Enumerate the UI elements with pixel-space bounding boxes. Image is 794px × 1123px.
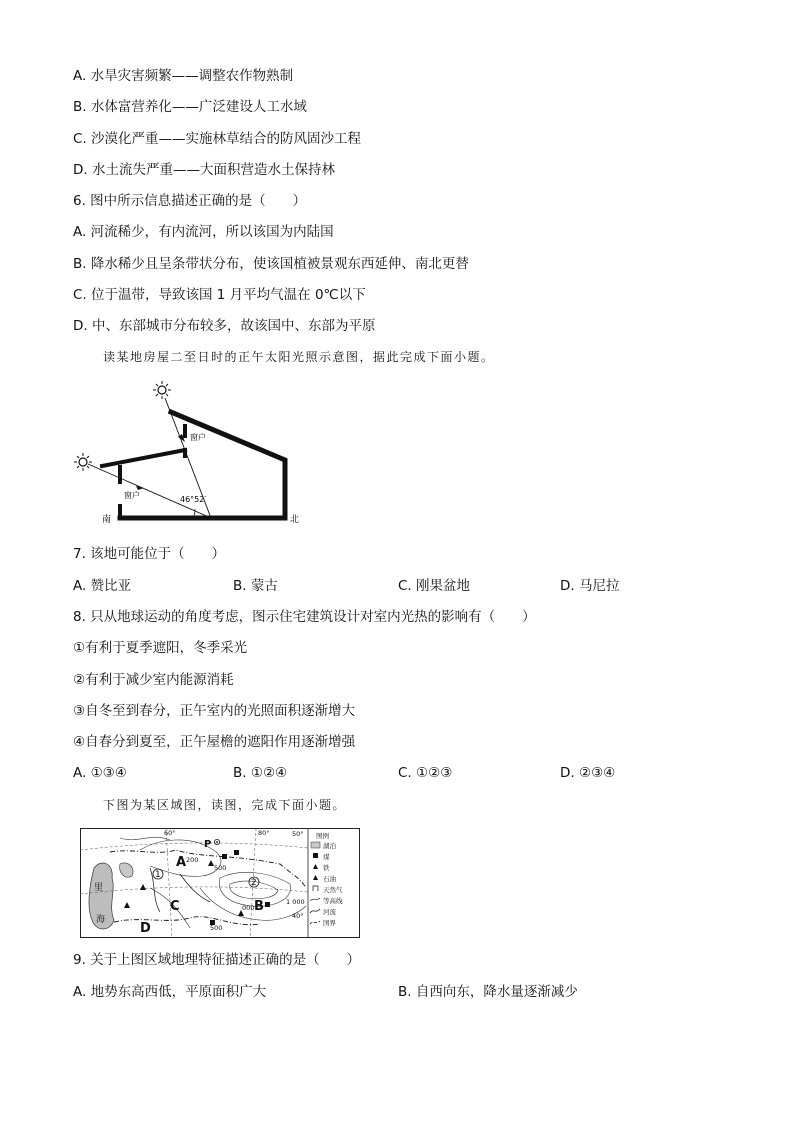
house-intro-text: 读某地房屋二至日时的正午太阳光照示意图，据此完成下面小题。: [103, 350, 495, 364]
q6-option-a: A. 河流稀少，有内流河，所以该国为内陆国: [73, 224, 334, 240]
legend-gas: 天然气: [323, 886, 343, 894]
region-map-figure: [80, 828, 360, 938]
q9-stem: 9. 关于上图区域地理特征描述正确的是（ ）: [73, 952, 361, 968]
sea-label-2: 海: [96, 915, 106, 925]
contour-1000-label-b: 000: [242, 904, 255, 912]
q7-option-b: B. 蒙古: [233, 578, 278, 594]
q6-stem: 6. 图中所示信息描述正确的是（ ）: [73, 193, 307, 209]
q9-option-b: B. 自西向东，降水量逐渐减少: [398, 984, 578, 1000]
q5-option-d: D. 水土流失严重——大面积营造水土保持林: [73, 162, 335, 178]
north-label: 北: [290, 515, 300, 525]
q7-option-d: D. 马尼拉: [560, 578, 620, 594]
legend-oil: 石油: [323, 875, 336, 883]
q8-option-a: A. ①③④: [73, 765, 127, 781]
map-label-d: D: [140, 921, 151, 936]
q6-option-b: B. 降水稀少且呈条带状分布，使该国植被景观东西延伸、南北更替: [73, 256, 469, 272]
upper-sun-icon: [153, 381, 171, 399]
q8-option-c: C. ①②③: [398, 765, 453, 781]
contour-500-label-b: 500: [210, 924, 223, 932]
map-label-c: C: [170, 899, 180, 914]
map-label-2: 2: [251, 878, 257, 888]
legend-river: 河流: [323, 908, 336, 916]
q8-statement-3: ③自冬至到春分，正午室内的光照面积逐渐增大: [73, 703, 356, 719]
map-label-p: P: [204, 839, 212, 850]
contour-200-label: 200: [186, 856, 199, 864]
lat-50-label: 50°: [292, 830, 304, 838]
q9-option-a: A. 地势东高西低，平原面积广大: [73, 984, 267, 1000]
q8-stem: 8. 只从地球运动的角度考虑，图示住宅建筑设计对室内光热的影响有（ ）: [73, 609, 536, 625]
q8-option-d: D. ②③④: [560, 765, 616, 781]
q5-option-c: C. 沙漠化严重——实施林草结合的防风固沙工程: [73, 131, 362, 147]
map-label-1: 1: [155, 870, 161, 880]
coal-symbol: [222, 854, 227, 859]
q7-option-c: C. 刚果盆地: [398, 578, 471, 594]
south-label: 南: [102, 515, 112, 525]
lat-40-label: 40°: [292, 912, 304, 920]
q8-statement-2: ②有利于减少室内能源消耗: [73, 672, 234, 688]
contour-500-label-a: 500: [214, 864, 227, 872]
coal-symbol: [234, 850, 239, 855]
map-intro-text: 下图为某区域图，读图，完成下面小题。: [103, 798, 347, 812]
legend-border: 国界: [323, 919, 336, 927]
q6-option-d: D. 中、东部城市分布较多，故该国中、东部为平原: [73, 318, 376, 334]
q7-stem: 7. 该地可能位于（ ）: [73, 546, 226, 562]
q6-option-c: C. 位于温带，导致该国 1 月平均气温在 0℃以下: [73, 287, 366, 303]
sea-label-1: 里: [94, 883, 104, 893]
map-label-b: B: [254, 899, 264, 914]
q5-option-b: B. 水体富营养化——广泛建设人工水域: [73, 99, 307, 115]
legend-title: 图例: [316, 832, 329, 840]
window-lower-label: 窗户: [124, 491, 140, 500]
house-sunlight-figure: [72, 378, 312, 528]
lon-60-label: 60°: [164, 829, 176, 837]
q5-option-a: A. 水旱灾害频繁——调整农作物熟制: [73, 68, 294, 84]
window-upper-label: 窗户: [190, 433, 206, 442]
q8-statement-4: ④自春分到夏至，正午屋檐的遮阳作用逐渐增强: [73, 734, 356, 750]
coal-symbol: [265, 902, 270, 907]
map-label-a: A: [176, 855, 187, 870]
lon-80-label: 80°: [258, 829, 270, 837]
legend-lake: 湖泊: [323, 842, 336, 850]
legend-coal: 煤: [323, 853, 330, 861]
q8-option-b: B. ①②④: [233, 765, 288, 781]
q7-option-a: A. 赞比亚: [73, 578, 132, 594]
q8-statement-1: ①有利于夏季遮阳，冬季采光: [73, 640, 248, 656]
legend-iron: 铁: [323, 864, 330, 872]
legend-contour: 等高线: [323, 897, 343, 905]
lower-sun-icon: [74, 453, 92, 471]
contour-1000-label-a: 1 000: [286, 898, 305, 906]
angle-label: 46°52′: [180, 495, 207, 504]
